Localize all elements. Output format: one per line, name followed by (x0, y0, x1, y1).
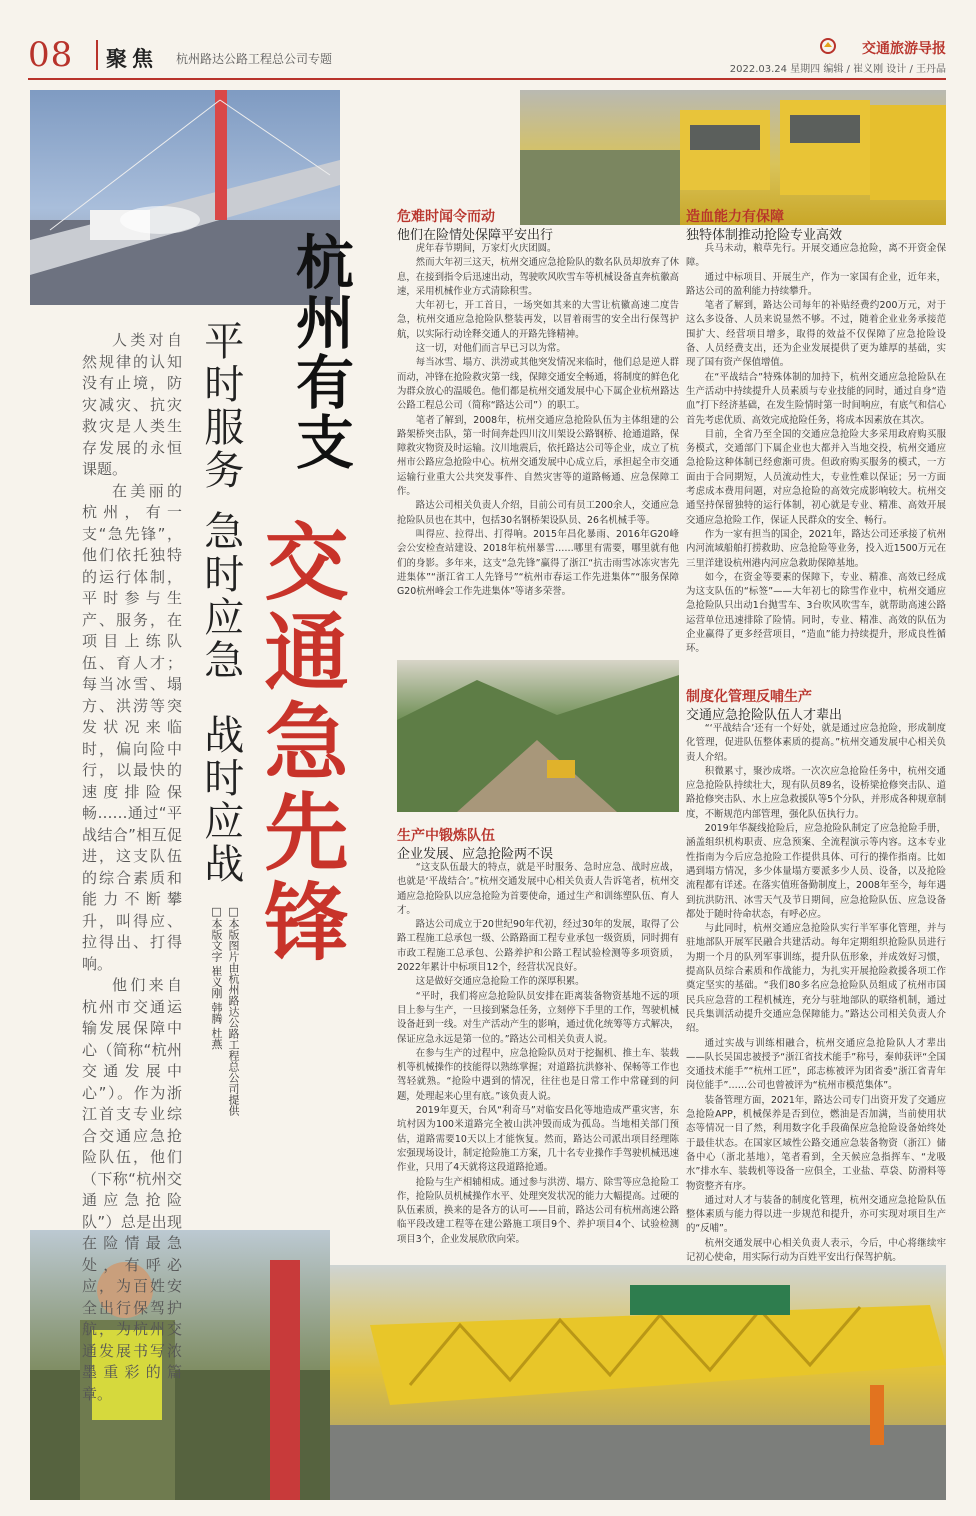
section-heading-system: 制度化管理反哺生产 (686, 689, 812, 705)
paragraph: 通过实战与训练相融合，杭州交通应急抢险队人才辈出——队长吴国忠被授予“浙江省技术能手”称号，秦帅获评“全国交通技术能手”“杭州工匠”，邱志栋被评为团省委“浙江省青年岗位能手”……公司也曾被评为“杭州市模范集体”。 (686, 1037, 946, 1092)
paragraph: 装备管理方面，2021年，路达公司专门出资开发了交通应急抢险APP，机械保养是否到位，燃油是否加满，当前使用状态等情况一目了然，利用数字化手段确保应急抢险设备始终处于最佳状态。在国家区域性公路交通应急装备物资（浙江）储备中心（浙北基地），笔者看到，全天候应急指挥车、“龙吸水”排水车、装载机等设备一应俱全，工业盐、草袋、防滑料等物资整齐有序。 (686, 1094, 946, 1192)
section-subheading-danger: 他们在险情处保障平安出行 (397, 228, 554, 243)
paragraph: 作为一家有担当的国企，2021年，路达公司还承接了杭州内河流域船舶打捞救助、应急抢险等业务，投入近1500万元在三里洋建设杭州港内河应急救助保障基地。 (686, 528, 946, 569)
paragraph: 2019年夏天，台风“利奇马”对临安昌化等地造成严重灾害，东坑村因为100米道路完全被山洪冲毁而成为孤岛。当地相关部门预估，道路需要10天以上才能恢复。然而，路达公司派出项目经理陈宏强现场设计，制定抢险施工方案，几十名专业操作手驾驶机械迅速作业，只用了4天就将这段道路抢通。 (397, 1105, 679, 1174)
section-subheading-system: 交通应急抢险队伍人才辈出 (686, 708, 843, 723)
paragraph: 通过中标项目、开展生产，作为一家国有企业，近年来，路达公司的盈利能力持续攀升。 (686, 271, 946, 297)
issue-meta: 2022.03.24 星期四 编辑 / 崔义刚 设计 / 王丹晶 (729, 64, 946, 75)
masthead (0, 0, 976, 80)
lede-paragraph: 他们来自杭州市交通运输发展保障中心（简称“杭州交通发展中心”）。作为浙江首支专业综合交通应急抢险队伍，他们（下称“杭州交通应急抢险队”）总是出现在险情最急处，有呼必应，为百姓安全出行保驾护航，为杭州交通发展书写浓墨重彩的篇章。 (82, 976, 182, 1403)
headline-main-part1: 杭州有支 (286, 232, 354, 472)
paragraph: 这是做好交通应急抢险工作的深厚积累。 (415, 976, 585, 988)
article-column-system (686, 722, 946, 1262)
paragraph: 这一切，对他们而言早已习以为常。 (415, 343, 566, 355)
paragraph: “‘平战结合’还有一个好处，就是通过应急抢险，形成制度化管理，促进队伍整体素质的提高。”杭州交通发展中心相关负责人介绍。 (686, 723, 946, 763)
section-subheading-production: 企业发展、应急抢险两不误 (397, 847, 554, 862)
paragraph: 大年初七，开工首日，一场突如其来的大雪让杭徽高速二度告急，杭州交通应急抢险队整装再发，以冒着雨雪的安全出行保驾护航，以实际行动诠释交通人的开路先锋精神。 (397, 300, 679, 340)
lede-paragraph: 在美丽的杭州，有一支“急先锋”，他们依托独特的运行体制，平时参与生产、服务，在项目上练队伍、育人才；每当冰雪、塌方、洪涝等突发状况来临时，偏向险中行，以最快的速度排险保畅……通过“平战结合”相互促进，这支队伍的综合素质和能力不断攀升，叫得应、拉得出、打得响。 (82, 481, 182, 973)
headline-sub-3: 战时应战 (197, 714, 244, 886)
paragraph: 在参与生产的过程中，应急抢险队员对于挖掘机、推土车、装载机等机械操作的技能得以熟练掌握；对道路抗洪修补、保畅等工作也驾轻就熟。“抢险中遇到的情况，往往也是日常工作中常碰到的问题，处理起来心里有底。”该负责人说。 (397, 1047, 679, 1102)
page-number: 08 (28, 35, 74, 75)
headline-sub-1: 平时服务 (197, 320, 244, 492)
steel-bridge-equipment-photo (330, 1265, 946, 1500)
paragraph: 杭州交通发展中心相关负责人表示，今后，中心将继续牢记初心使命，用实际行动为百姓平安出行保驾护航。 (686, 1237, 946, 1262)
article-column-production (397, 861, 679, 1259)
paragraph: 兵马未动，粮草先行。开展交通应急抢险，离不开资金保障。 (686, 243, 946, 269)
section-title: 聚焦 (106, 47, 158, 71)
paragraph: 路达公司成立于20世纪90年代初，经过30年的发展，取得了公路工程施工总承包一级、公路路面工程专业承包一级资质，同时拥有市政工程施工总承包、公路养护和公路工程试验检测等多项资质，2022年累计中标项目12个，经营状况良好。 (397, 919, 679, 974)
paragraph: “平时，我们将应急抢险队员安排在距离装备物资基地不远的项目上参与生产，一旦接到紧急任务，立刻停下手里的工作，驾驶机械设备赶到一线。对生产活动产生的影响，通过优化统筹等方式解决，保证应急永远是第一位的。”路达公司相关负责人说。 (397, 990, 679, 1045)
paragraph: 在“平战结合”特殊体制的加持下，杭州交通应急抢险队在生产活动中持续提升人员素质与专业技能的同时，通过自身“造血”打下经济基础，在发生险情时第一时间响应，有底气和信心首先考虑优质、高效完成抢险任务，将成本因素放在其次。 (686, 371, 946, 426)
road-repair-site-photo (397, 660, 679, 812)
section-heading-production: 生产中锻炼队伍 (397, 828, 495, 844)
paragraph: 然而大年初三这天，杭州交通应急抢险队的数名队员却放弃了休息，在接到指令后迅速出动，驾驶吹风吹雪车等机械设备直奔杭徽高速，采用机械作业方式清除积雪。 (397, 257, 679, 297)
divider (96, 40, 98, 70)
special-title: 杭州路达公路工程总公司专题 (176, 52, 333, 66)
text-credit: □本版文字 崔义刚 韩腾 杜燕 (210, 905, 223, 1050)
paragraph: 笔者了解到，2008年，杭州交通应急抢险队伍为主体组建的公路架桥突击队，第一时间奔赴四川汶川架设公路钢桥、抢通道路，保障救灾物资及时运输。汶川地震后，依托路达公司等企业，成立了杭州市公路应急抢险中心。杭州交通发展中心成立后，承担起全市交通运输行业重大公共突发事件、自然灾害等的道路畅通、应急保障工作。 (397, 414, 679, 498)
section-heading-danger: 危难时闻令而动 (397, 209, 495, 225)
section-heading-guarantee: 造血能力有保障 (686, 209, 784, 225)
paragraph: “这支队伍最大的特点，就是平时服务、急时应急、战时应战，也就是‘平战结合’。”杭州交通发展中心相关负责人告诉笔者，杭州交通应急抢险队以应急抢险为首要使命，通过生产和训练塑队伍、育人才。 (397, 862, 679, 916)
article-column-guarantee (686, 242, 946, 672)
brand-name: 交通旅游导报 (862, 41, 946, 57)
paragraph: 虎年春节期间，万家灯火庆团圆。 (415, 243, 557, 254)
paragraph: 路达公司相关负责人介绍，目前公司有员工200余人，交通应急抢险队员也在其中，包括30名钢桥架设队员、26名机械手等。 (397, 500, 679, 526)
paragraph: 2019年华凝线抢险后，应急抢险队制定了应急抢险手册，涵盖组织机构职责、应急预案、全流程演示等内容。这本专业性指南为今后应急抢险工作提供具体、可行的操作指南。比如遇到塌方情况，多少体量塌方要派多少人员、设备，以及抢险流程都有详述。在落实值班备勤制度上，2008年至今，每年遇到抗洪防汛、冰雪天气及节日期间，应急抢险队伍、应急设备都处于随时待命状态，有呼必应。 (686, 823, 946, 920)
headline-sub-2: 急时应急 (197, 510, 244, 682)
paragraph: 抢险与生产相辅相成。通过参与洪涝、塌方、除雪等应急抢险工作，抢险队员机械操作水平、处理突发状况的能力大幅提高。过硬的队伍素质，换来的是各方的认可——目前，路达公司有杭州高速公路临平段改建工程等在建公路施工项目9个、养护项目4个、试验检测项目3个，企业发展欣欣向荣。 (397, 1176, 679, 1245)
paragraph: 与此同时，杭州交通应急抢险队实行半军事化管理，并与驻地部队开展军民融合共建活动。每年定期组织抢险队员进行为期一个月的队列军事训练，提升队伍形象，并成效好习惯，提高队员综合素质和作战能力，为扎实开展抢险救援各项工作奠定坚实的基础。“我们80多名应急抢险队员组成了杭州市国民兵应急营的工程机械连，充分与驻地部队的联络机制，通过民兵集训活动提升交通应急保障能力。”路达公司相关负责人介绍。 (686, 923, 946, 1035)
paragraph: 笔者了解到，路达公司每年的补贴经费约200万元，对于这么多设备、人员来说显然不够。不过，随着企业业务承接范围扩大、经营项目增多，取得的效益不仅保障了应急抢险设备、人员经费支出，还为企业发展提供了更为雄厚的基础，实现了国有资产保值增值。 (686, 300, 946, 369)
lede-paragraph: 人类对自然规律的认知没有止境，防灾减灾、抗灾救灾是人类生存发展的永恒课题。 (82, 331, 182, 478)
trucks-and-crew-photo (520, 90, 946, 225)
photo-credit: □本版图片由杭州路达公路工程总公司提供 (227, 905, 240, 1116)
paragraph: 目前，全省乃至全国的交通应急抢险大多采用政府购买服务模式，交通部门下属企业也大都并入当地交投，杭州交通应急抢险这种体制已经愈渐可贵。但政府购买服务的模式，一方面由于合同期短，人员流动性大，专业性难以保证；另一方面考虑成本费用问题，对应急抢险的高效完成影响较大。杭州交通坚持保留独特的运行体制，初心就是专业、精准、高效开展交通应急抢险工作，保证人民群众的安全、畅行。 (686, 428, 946, 526)
masthead-rule (28, 78, 946, 80)
headline-main-part2: 交通急先锋 (251, 518, 350, 968)
paragraph: 叫得应、拉得出、打得响。2015年昌化暴雨、2016年G20峰会公安检查站建设、2018年杭州暴雪……哪里有需要，哪里就有他们的身影。多年来，这支“急先锋”赢得了浙江“抗击雨雪冰冻灾害先进集体”“浙江省工人先锋号”“杭州市春运工作先进集体”“服务保障G20杭州峰会工作先进集体”等诸多荣誉。 (397, 528, 679, 598)
paragraph: 通过对人才与装备的制度化管理，杭州交通应急抢险队伍整体素质与能力得以进一步规范和提升，亦可实现对项目生产的“反哺”。 (686, 1194, 946, 1235)
lede-intro (82, 330, 182, 1405)
paragraph: 每当冰雪、塌方、洪涝或其他突发情况来临时，他们总是逆人群而动，冲锋在抢险救灾第一线，保障交通安全畅通，将制度的鲜色化为群众放心的温暖色。他们都是杭州交通发展中心下属企业杭州路达公路工程总公司（简称“路达公司”）的职工。 (397, 357, 679, 412)
paragraph: 如今，在资金等要素的保障下，专业、精准、高效已经成为这支队伍的“标签”——大年初七的除雪作业中，杭州交通应急抢险队只出动1台抛雪车、3台吹风吹雪车，就帮助高速公路运营单位迅速排除了险情。同时，专业、精准、高效的队伍为企业赢得了更多经营项目，“造血”能力持续提升，形成良性循环。 (686, 571, 946, 655)
article-column-danger (397, 242, 679, 656)
section-subheading-guarantee: 独特体制推动抢险专业高效 (686, 228, 843, 243)
paragraph: 积微累寸，聚沙成塔。一次次应急抢险任务中，杭州交通应急抢险队持续壮大，现有队员89名，设桥梁抢修突击队、道路抢修突击队、水上应急救援队等5个分队，并形成各种规章制度，不断规范内部管理，强化队伍执行力。 (686, 765, 946, 820)
brand-logo-icon (820, 38, 836, 54)
